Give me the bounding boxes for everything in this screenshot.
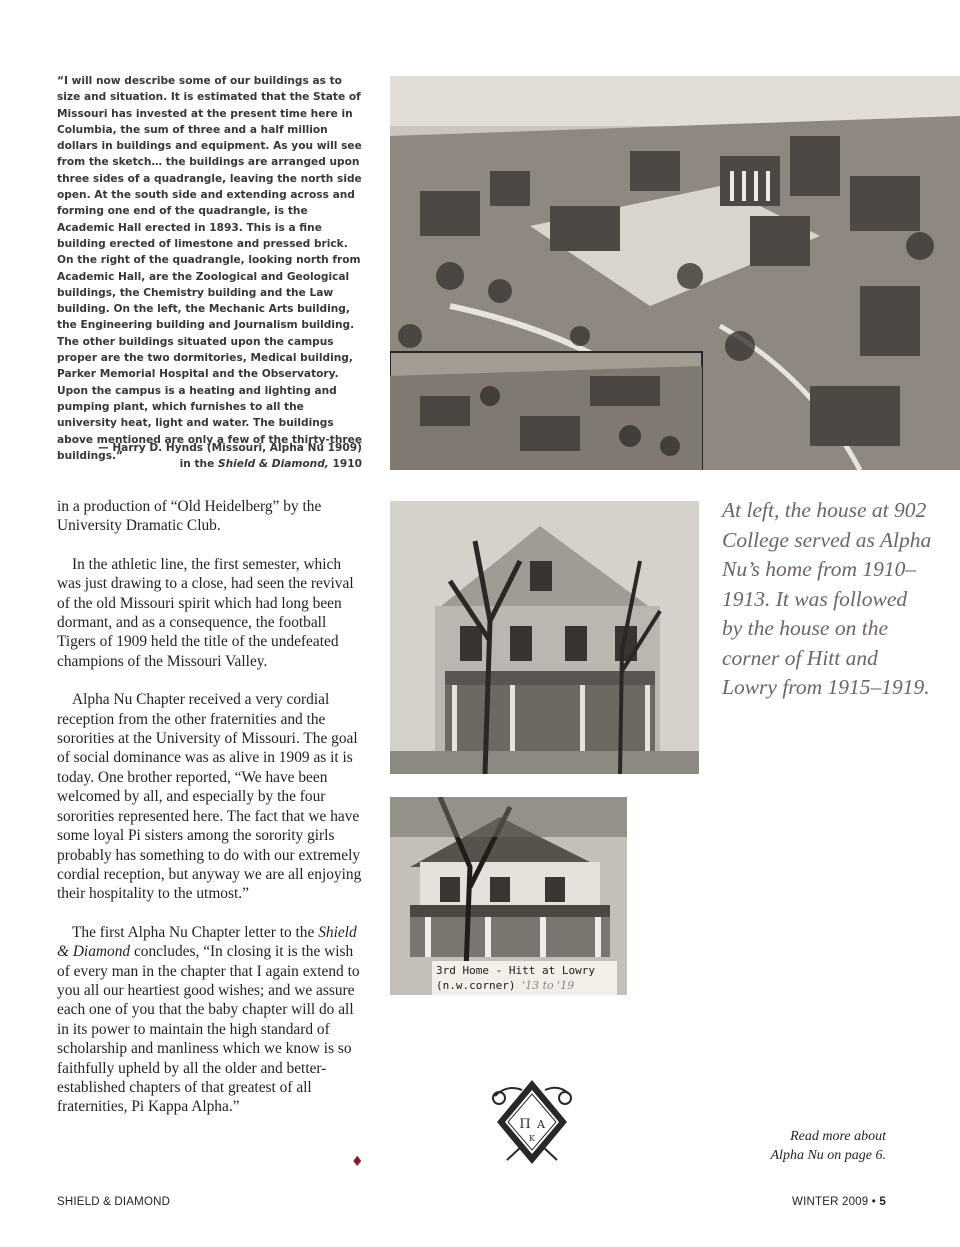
photo-label-line1: 3rd Home - Hitt at Lowry	[436, 964, 595, 977]
footer-publication-name: SHIELD & DIAMOND	[57, 1196, 171, 1208]
page-number: 5	[879, 1196, 886, 1208]
article-body	[57, 497, 367, 1136]
end-mark-diamond-icon: ♦	[351, 1154, 364, 1170]
body-paragraph-1: in a production of “Old Heidelberg” by the University Dramatic Club.	[57, 498, 322, 535]
photo-label	[436, 963, 626, 993]
read-more-line2: Alpha Nu on page 6.	[770, 1148, 886, 1163]
body-paragraph-4	[57, 923, 367, 1117]
photo-caption: At left, the house at 902 College served as Alpha Nu’s home from 1910–1913. It was followed by the house on the corner of Hitt and Lowry from 1915–1919.	[722, 498, 932, 699]
campus-sketch-image	[390, 76, 960, 470]
quote-attribution	[57, 440, 362, 472]
crest-letter-kappa: Κ	[529, 1134, 535, 1143]
photo-label-line2-wrap	[436, 978, 626, 993]
crest-letter-alpha: Α	[537, 1118, 545, 1131]
footer-issue	[792, 1196, 886, 1208]
attribution-prefix: in the	[179, 458, 218, 470]
pull-quote-text: “I will now describe some of our buildings as to size and situation. It is estimated that the State of Missouri has invested at the present time here in Columbia, the sum of three and a half million dollars in buildings and equipment. As you will see from the sketch… the buildings are arranged upon three sides of a quadrangle, leaving the north side open. At the south side and extending across and forming one end of the quadrangle, is the Academic Hall erected in 1893. This is a fine building erected of limestone and pressed brick. On the right of the quadrangle, looking north from Academic Hall, are the Zoological and Geological buildings, the Chemistry building and the Law building. On the left, the Mechanic Arts building, the Engineering building and Journalism building. The other buildings situated upon the campus proper are the two dormitories, Medical building, Parker Memorial Hospital and the Observatory. Upon the campus is a heating and lighting and pumping plant, which furnishes to all the university heat, light and water. The buildings above mentioned are only a few of the thirty-three buildings.”	[57, 75, 363, 462]
pi-kappa-alpha-crest-icon	[487, 1076, 577, 1168]
pull-quote	[57, 73, 367, 464]
photo-label-line2: (n.w.corner)	[436, 979, 516, 992]
body-paragraph-3: Alpha Nu Chapter received a very cordial reception from the other fraternities and the sororities at the University of Missouri. The goal of social dominance was as alive in 1909 as it is today. One brother reported, “We have been welcomed by all, and especially by the four sororities represented here. The fact that we have some loyal Pi sisters among the sorority girls probably has something to do with our extremely cordial reception, but anyway we are all enjoying their hospitality to the utmost.”	[57, 691, 362, 903]
house-902-college-photo	[390, 501, 699, 774]
photo-label-handwritten: '13 to '19	[522, 979, 575, 992]
body-paragraph-2: In the athletic line, the first semester, which was just drawing to a close, had seen the revival of the old Missouri spirit which had long been dormant, and as a consequence, the football Tigers of 1909 held the title of the undefeated champions of the Missouri Valley.	[57, 555, 354, 670]
body-p4-end: concludes, “In closing it is the wish of every man in the chapter that I again extend to you all our heartiest good wishes; and we assure each one of you that the baby chapter will do all in its power to maintain the high standard of scholarship and manliness which we know is so faithfully upheld by all the older and better-established chapters of that greatest of all fraternities, Pi Kappa Alpha.”	[57, 943, 360, 1116]
crest-letter-pi: Π	[519, 1117, 531, 1132]
attribution-year: 1910	[328, 458, 362, 470]
body-p4-italic: Shield & Diamond	[57, 923, 357, 961]
read-more-line1: Read more about	[790, 1129, 886, 1144]
attribution-author: — Harry D. Hynds (Missouri, Alpha Nu 1909)	[98, 442, 362, 454]
attribution-source	[57, 456, 362, 472]
read-more-note[interactable]	[720, 1127, 886, 1165]
attribution-publication: Shield & Diamond,	[217, 458, 329, 470]
body-p4-start: The first Alpha Nu Chapter letter to the	[72, 923, 319, 941]
footer-issue-text: WINTER 2009 •	[792, 1196, 880, 1208]
house-hitt-lowry-photo	[390, 797, 627, 995]
